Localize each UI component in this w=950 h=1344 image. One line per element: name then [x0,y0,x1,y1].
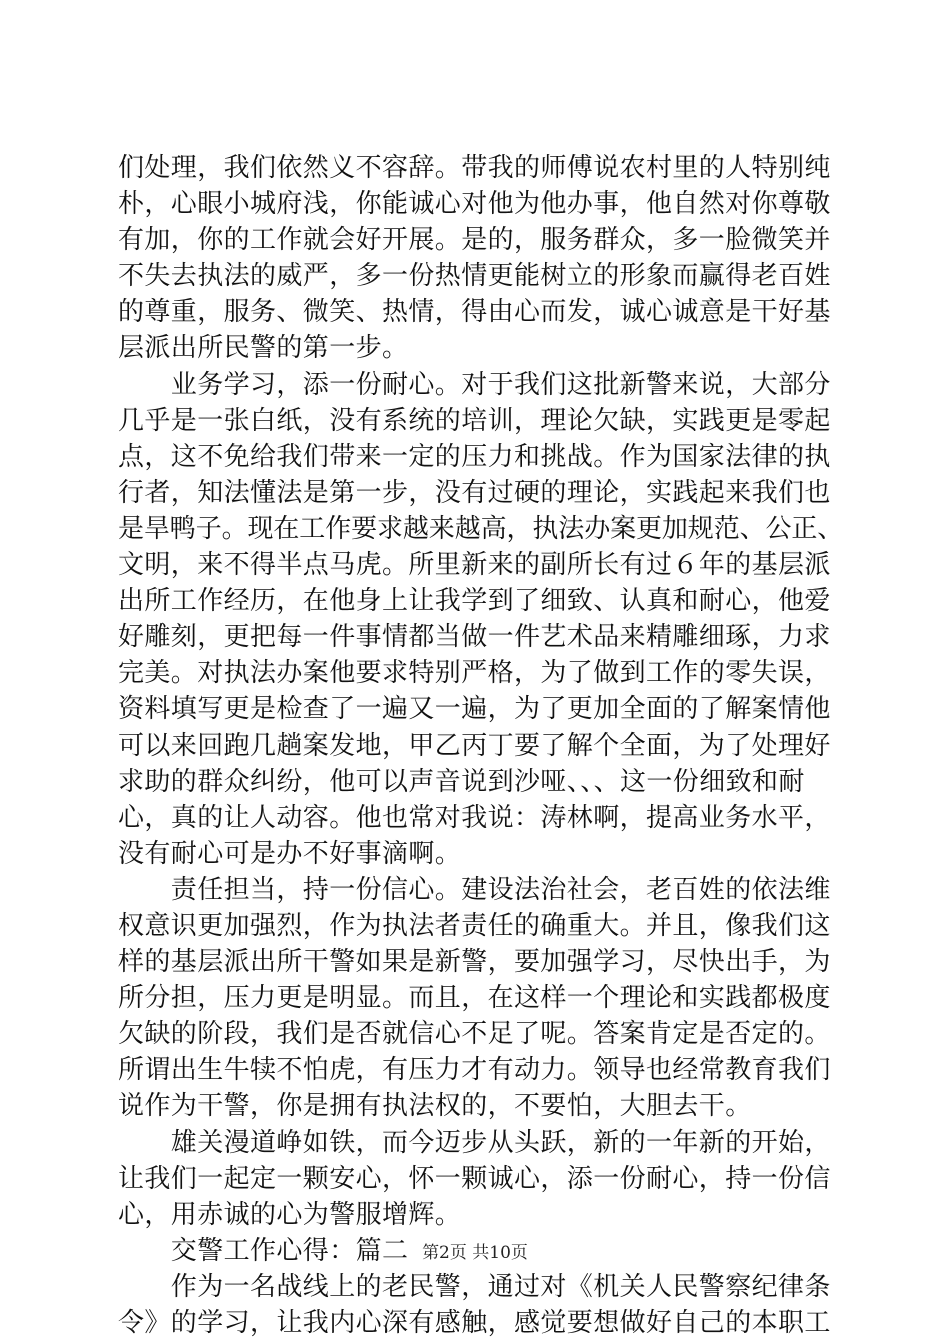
text-line: 不失去执法的威严，多一份热情更能树立的形象而赢得老百姓 [118,261,831,292]
text-line: 行者，知法懂法是第一步，没有过硬的理论，实践起来我们也 [118,477,831,508]
text-line: 权意识更加强烈，作为执法者责任的确重大。并且，像我们这 [118,910,831,941]
text-line: 求助的群众纠纷，他可以声音说到沙哑、、、这一份细致和耐 [118,766,805,797]
text-line: 资料填写更是检查了一遍又一遍，为了更加全面的了解案情他 [118,694,831,725]
text-line: 雄关漫道峥如铁，而今迈步从头跃，新的一年新的开始， [118,1127,831,1158]
text-line: 没有耐心可是办不好事滴啊。 [118,838,462,869]
text-line: 完美。对执法办案他要求特别严格，为了做到工作的零失误， [118,658,831,689]
text-line: 心，真的让人动容。他也常对我说：涛林啊，提高业务水平， [118,802,831,833]
body-text [118,150,843,1341]
text-line: 心，用赤诚的心为警服增辉。 [118,1199,462,1230]
text-line: 文明，来不得半点马虎。所里新来的副所长有过６年的基层派 [118,550,831,581]
text-line: 令》的学习，让我内心深有感触，感觉要想做好自己的本职工 [118,1308,831,1338]
text-line: 是旱鸭子。现在工作要求越来越高，执法办案更加规范、公正、 [118,513,844,544]
text-line: 欠缺的阶段，我们是否就信心不足了呢。答案肯定是否定的。 [118,1019,831,1050]
text-line: 几乎是一张白纸，没有系统的培训，理论欠缺，实践更是零起 [118,405,831,436]
text-line: 可以来回跑几趟案发地，甲乙丙丁要了解个全面，为了处理好 [118,730,831,761]
text-line: 交警工作心得：篇二 [118,1235,409,1266]
text-line: 所分担，压力更是明显。而且，在这样一个理论和实践都极度 [118,983,831,1014]
text-line: 说作为干警，你是拥有执法权的，不要怕，大胆去干。 [118,1091,752,1122]
text-line: 点，这不免给我们带来一定的压力和挑战。作为国家法律的执 [118,441,831,472]
text-line: 好雕刻，更把每一件事情都当做一件艺术品来精雕细琢，力求 [118,622,831,653]
text-line: 责任担当，持一份信心。建设法治社会，老百姓的依法维 [118,874,831,905]
text-line: 作为一名战线上的老民警，通过对《机关人民警察纪律条 [118,1271,831,1302]
text-line: 所谓出生牛犊不怕虎，有压力才有动力。领导也经常教育我们 [118,1055,831,1086]
text-line: 有加，你的工作就会好开展。是的，服务群众，多一脸微笑并 [118,225,831,256]
text-line: 层派出所民警的第一步。 [118,333,409,364]
page-footer: 第2页 共10页 [422,1243,528,1263]
text-line: 样的基层派出所干警如果是新警，要加强学习，尽快出手，为 [118,947,831,978]
text-line: 业务学习，添一份耐心。对于我们这批新警来说，大部分 [118,369,831,400]
text-line: 的尊重，服务、微笑、热情，得由心而发，诚心诚意是干好基 [118,297,831,328]
text-line: 出所工作经历，在他身上让我学到了细致、认真和耐心，他爱 [118,586,831,617]
text-line: 让我们一起定一颗安心，怀一颗诚心，添一份耐心，持一份信 [118,1163,831,1194]
text-line: 朴，心眼小城府浅，你能诚心对他为他办事，他自然对你尊敬 [118,189,831,220]
text-line: 们处理，我们依然义不容辞。带我的师傅说农村里的人特别纯 [118,153,831,183]
